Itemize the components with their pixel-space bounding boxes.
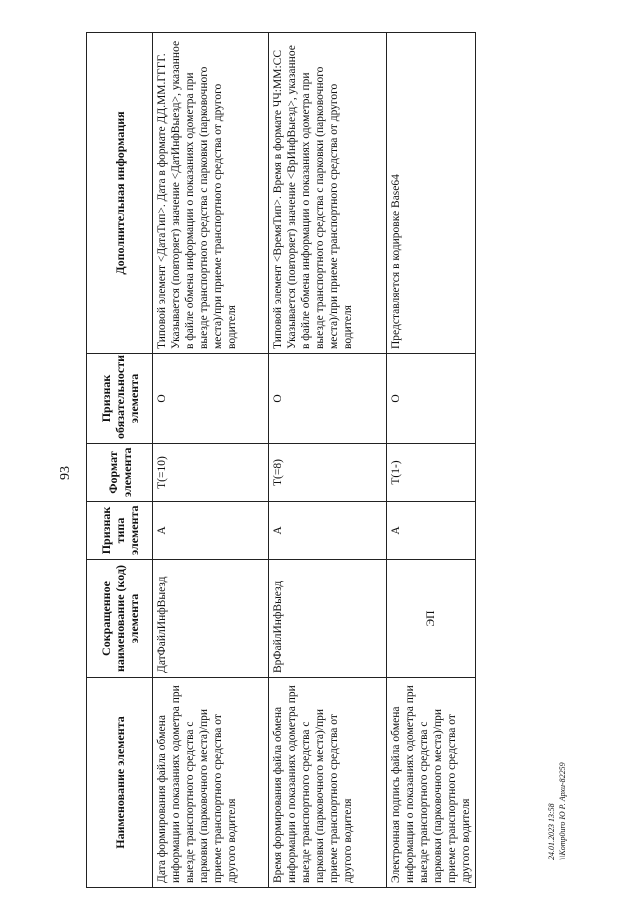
header-format: Формат элемента bbox=[87, 444, 153, 502]
cell-type: А bbox=[153, 502, 269, 560]
cell-info: Типовой элемент <ВремяТип>. Время в формате ЧЧ:ММ:СС Указывается (повторяет) значение <ВрИнфВыезд>, указанное в файле обмена информации о показаниях одометра при выезде транспортного средства с парковки (парковочного места)/при приеме транспортного средства от другого водителя bbox=[269, 33, 387, 354]
table-row bbox=[153, 33, 269, 888]
cell-format: Т(=10) bbox=[153, 444, 269, 502]
element-table bbox=[86, 32, 476, 888]
cell-type: А bbox=[387, 502, 476, 560]
page-number: 93 bbox=[58, 466, 73, 480]
header-short: Сокращенное наименование (код) элемента bbox=[87, 560, 153, 678]
table-row bbox=[387, 33, 476, 888]
header-required: Признак обязательности элемента bbox=[87, 354, 153, 444]
header-info: Дополнительная информация bbox=[87, 33, 153, 354]
cell-short: ДатФайлИнфВыезд bbox=[153, 560, 269, 678]
header-type: Признак типа элемента bbox=[87, 502, 153, 560]
cell-required: О bbox=[387, 354, 476, 444]
cell-name: Время формирования файла обмена информации о показаниях одометра при выезде транспортного средства с парковки (парковочного места)/при приеме транспортного средства от другого водителя bbox=[269, 678, 387, 888]
cell-type: А bbox=[269, 502, 387, 560]
stamp-datetime: 24.01.2023 13:58 bbox=[547, 803, 556, 860]
cell-name: Дата формирования файла обмена информации о показаниях одометра при выезде транспортного средства с парковки (парковочного места)/при приеме транспортного средства от другого водителя bbox=[153, 678, 269, 888]
table-row bbox=[269, 33, 387, 888]
cell-info: Представляется в кодировке Base64 bbox=[387, 33, 476, 354]
table-header-row bbox=[87, 33, 153, 888]
element-table-wrapper bbox=[86, 33, 470, 888]
stamp-user: \\Komp0uro Ю Р. Архи-82259 bbox=[558, 762, 567, 860]
cell-required: О bbox=[269, 354, 387, 444]
header-name: Наименование элемента bbox=[87, 678, 153, 888]
cell-format: Т(1-) bbox=[387, 444, 476, 502]
cell-required: О bbox=[153, 354, 269, 444]
cell-name: Электронная подпись файла обмена информации о показаниях одометра при выезде транспортного средства с парковки (парковочного места)/при приеме транспортного средства от другого водителя bbox=[387, 678, 476, 888]
cell-info: Типовой элемент <ДатаТип>. Дата в формате ДД.ММ.ГГГГ. Указывается (повторяет) значение <ДатИнфВыезд>, указанное в файле обмена информации о показаниях одометра при выезде транспортного средства с парковки (парковочного места)/при приеме транспортного средства от другого водителя bbox=[153, 33, 269, 354]
cell-short: ВрФайлИнфВыезд bbox=[269, 560, 387, 678]
cell-format: Т(=8) bbox=[269, 444, 387, 502]
print-stamp bbox=[546, 710, 568, 860]
cell-short: ЭП bbox=[387, 560, 476, 678]
